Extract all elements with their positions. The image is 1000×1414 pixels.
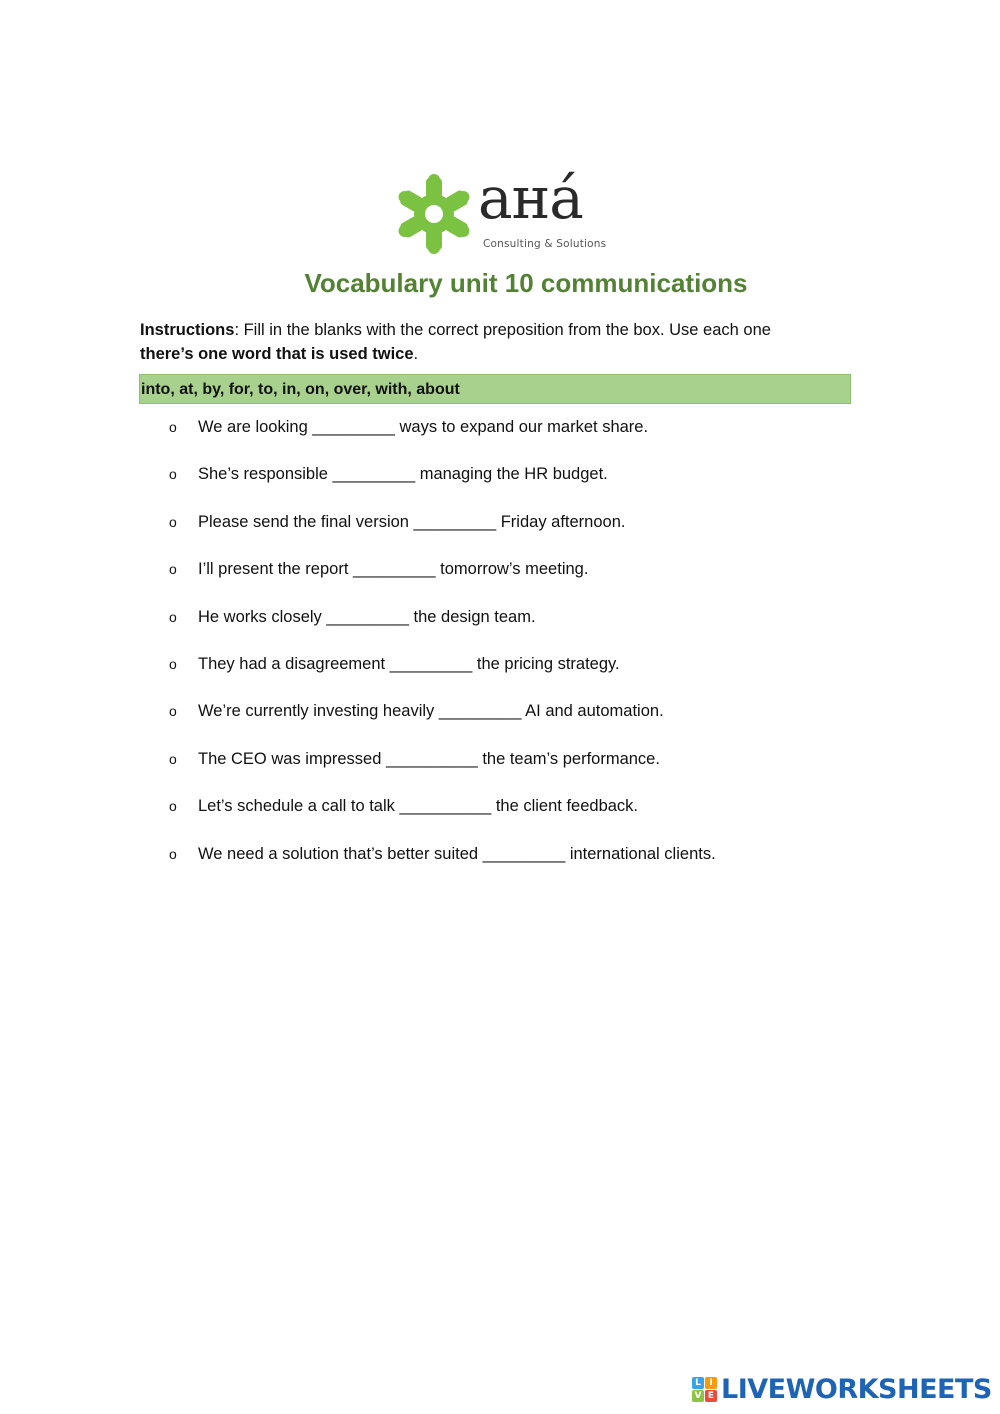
- bullet: o: [169, 703, 177, 720]
- exercise-sentence: We are looking _________ ways to expand our market share.: [198, 418, 649, 436]
- grid-letter: V: [692, 1390, 704, 1402]
- exercise-sentence: We’re currently investing heavily _________ AI and automation.: [198, 702, 664, 721]
- bullet: o: [169, 655, 177, 672]
- exercise-sentence: We need a solution that’s better suited _________ international clients.: [198, 844, 716, 863]
- exercise-sentence: She’s responsible _________ managing the HR budget.: [198, 465, 608, 484]
- exercise-sentence: Please send the final version _________ Friday afternoon.: [198, 512, 626, 531]
- instructions-period: .: [413, 345, 419, 363]
- exercise-sentence: He works closely _________ the design team.: [198, 607, 536, 626]
- instructions: [140, 318, 840, 366]
- liveworksheets-wordmark: LIVEWORKSHEETS: [721, 1373, 992, 1405]
- exercise-sentence: I’ll present the report _________ tomorrow’s meeting.: [198, 560, 589, 579]
- bullet: o: [169, 419, 177, 435]
- bullet: o: [169, 750, 177, 767]
- exercise-sentence: The CEO was impressed __________ the team’s performance.: [198, 749, 660, 768]
- grid-letter: I: [705, 1377, 717, 1389]
- grid-letter: L: [692, 1377, 704, 1389]
- bullet: o: [169, 561, 177, 578]
- instructions-note: there’s one word that is used twice: [140, 345, 414, 363]
- exercise-sentence: They had a disagreement _________ the pricing strategy.: [198, 654, 620, 673]
- bullet: o: [169, 466, 177, 483]
- bullet: o: [169, 845, 177, 862]
- instructions-label: Instructions: [140, 321, 235, 339]
- bullet: o: [169, 798, 177, 815]
- liveworksheets-logo: [692, 1374, 992, 1404]
- green-star-puzzle-icon: [394, 174, 474, 254]
- page-title: Vocabulary unit 10 communications: [304, 268, 748, 298]
- logo-brand-name: aнá: [478, 164, 583, 232]
- liveworksheets-grid-icon: [692, 1377, 717, 1402]
- bullet: o: [169, 608, 177, 625]
- grid-letter: E: [705, 1390, 717, 1402]
- word-bank: into, at, by, for, to, in, on, over, with, about: [139, 374, 851, 404]
- company-logo: [394, 164, 610, 258]
- exercise-sentence: Let’s schedule a call to talk __________ the client feedback.: [198, 797, 639, 816]
- logo-tagline: Consulting & Solutions: [483, 238, 607, 250]
- bullet: o: [169, 513, 177, 530]
- instructions-text: : Fill in the blanks with the correct preposition from the box. Use each one: [234, 321, 771, 339]
